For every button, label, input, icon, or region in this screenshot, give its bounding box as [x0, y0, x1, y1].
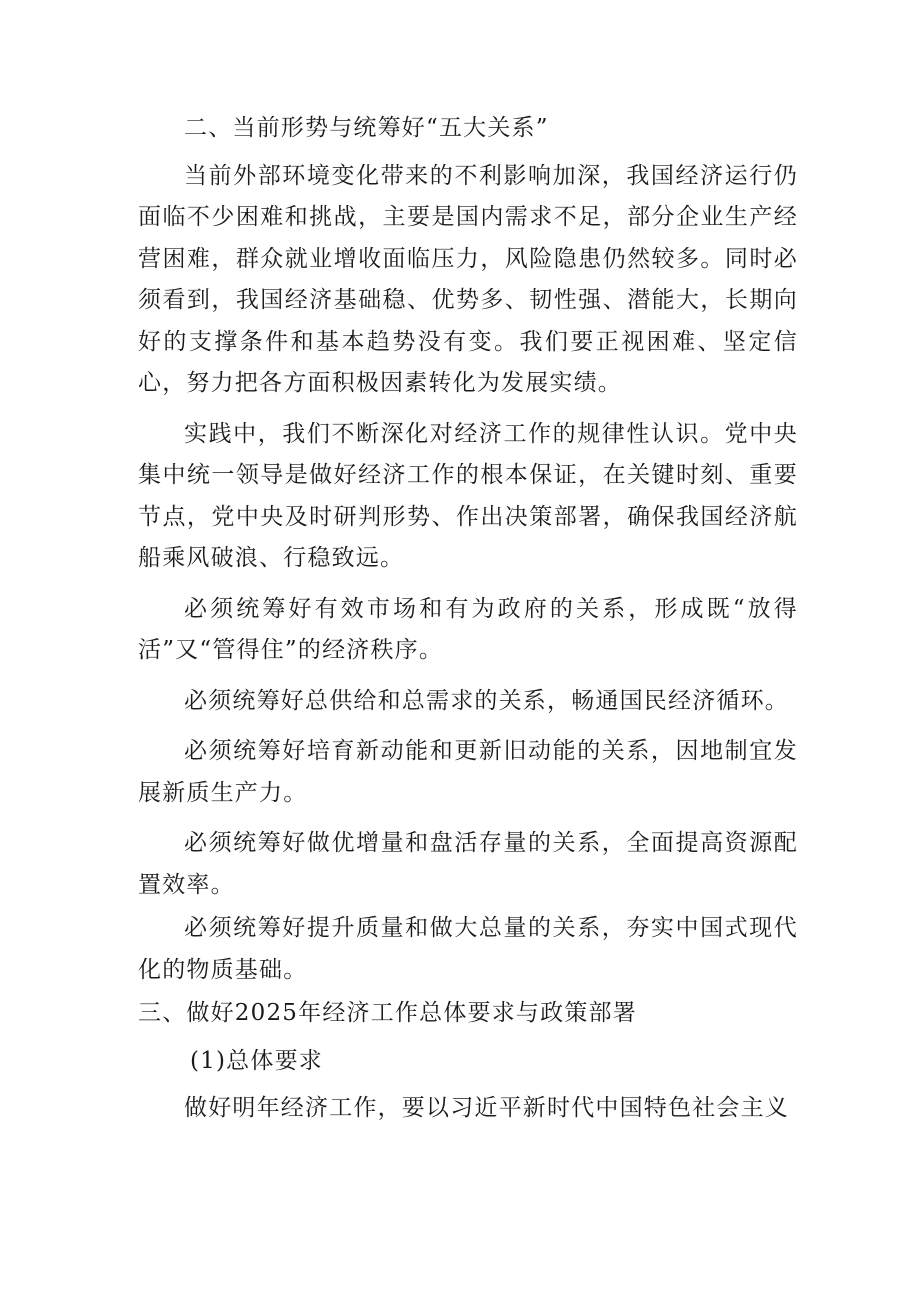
paragraph: 实践中，我们不断深化对经济工作的规律性认识。党中央集中统一领导是做好经济工作的根本保证，在关键时刻、重要节点，党中央及时研判形势、作出决策部署，确保我国经济航船乘风破浪、行稳致远。 — [138, 420, 798, 571]
subheading-overall-requirements: (1)总体要求 — [190, 1047, 323, 1074]
section-heading-2: 二、当前形势与统筹好“五大关系” — [184, 115, 549, 141]
document-body — [138, 108, 798, 1139]
paragraph: 必须统筹好总供给和总需求的关系，畅通国民经济循环。 — [184, 687, 789, 714]
paragraph: 做好明年经济工作，要以习近平新时代中国特色社会主义 — [184, 1095, 789, 1121]
paragraph: 当前外部环境变化带来的不利影响加深，我国经济运行仍面临不少困难和挑战，主要是国内需求不足，部分企业生产经营困难，群众就业增收面临压力，风险隐患仍然较多。同时必须看到，我国经济基础稳、优势多、韧性强、潜能大，长期向好的支撑条件和基本趋势没有变。我们要正视困难、坚定信心，努力把各方面积极因素转化为发展实绩。 — [138, 162, 798, 396]
paragraph: 必须统筹好提升质量和做大总量的关系，夯实中国式现代化的物质基础。 — [138, 915, 798, 983]
paragraph: 必须统筹好做优增量和盘活存量的关系，全面提高资源配置效率。 — [138, 830, 798, 898]
paragraph: 必须统筹好有效市场和有为政府的关系，形成既“放得活”又“管得住”的经济秩序。 — [138, 595, 798, 663]
section-heading-3: 三、做好2025年经济工作总体要求与政策部署 — [138, 1000, 637, 1026]
paragraph: 必须统筹好培育新动能和更新旧动能的关系，因地制宜发展新质生产力。 — [138, 738, 798, 806]
